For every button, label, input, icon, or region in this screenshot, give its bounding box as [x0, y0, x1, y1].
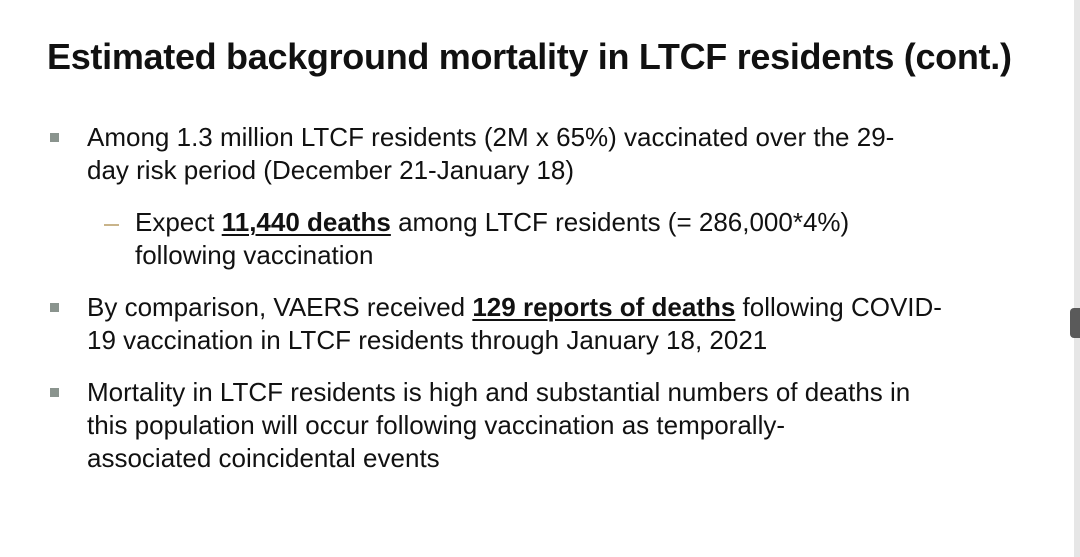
sub-bullet-emphasis: 11,440 deaths [221, 207, 391, 237]
scroll-handle[interactable] [1070, 308, 1080, 338]
bullet-3-line-2: this population will occur following vaccination as temporally- [87, 410, 786, 440]
bullet-square-icon [50, 388, 59, 397]
bullet-1-text [87, 121, 987, 187]
sub-bullet-dash-icon [104, 224, 119, 226]
bullet-1-line-2: day risk period (December 21-January 18) [87, 155, 574, 185]
bullet-2-text [87, 291, 987, 357]
sub-bullet-text [135, 206, 995, 272]
bullet-3-line-3: associated coincidental events [87, 443, 440, 473]
bullet-square-icon [50, 133, 59, 142]
bullet-2-line-1 [87, 291, 987, 324]
window-edge [1074, 0, 1080, 557]
bullet-2-after: following COVID- [735, 292, 942, 322]
slide-title: Estimated background mortality in LTCF residents (cont.) [47, 36, 1012, 77]
sub-bullet-after: among LTCF residents (= 286,000*4%) [390, 207, 850, 237]
bullet-1-line-1: Among 1.3 million LTCF residents (2M x 65%) vaccinated over the 29- [87, 122, 895, 152]
bullet-3-text [87, 376, 987, 475]
bullet-2-emphasis: 129 reports of deaths [472, 292, 736, 322]
sub-bullet-line-1 [135, 206, 995, 239]
bullet-3-line-1: Mortality in LTCF residents is high and substantial numbers of deaths in [87, 377, 911, 407]
bullet-2-line-2: 19 vaccination in LTCF residents through January 18, 2021 [87, 325, 768, 355]
bullet-2-before: By comparison, VAERS received [87, 292, 473, 322]
sub-bullet-line-2: following vaccination [135, 240, 374, 270]
sub-bullet-before: Expect [135, 207, 222, 237]
bullet-square-icon [50, 303, 59, 312]
